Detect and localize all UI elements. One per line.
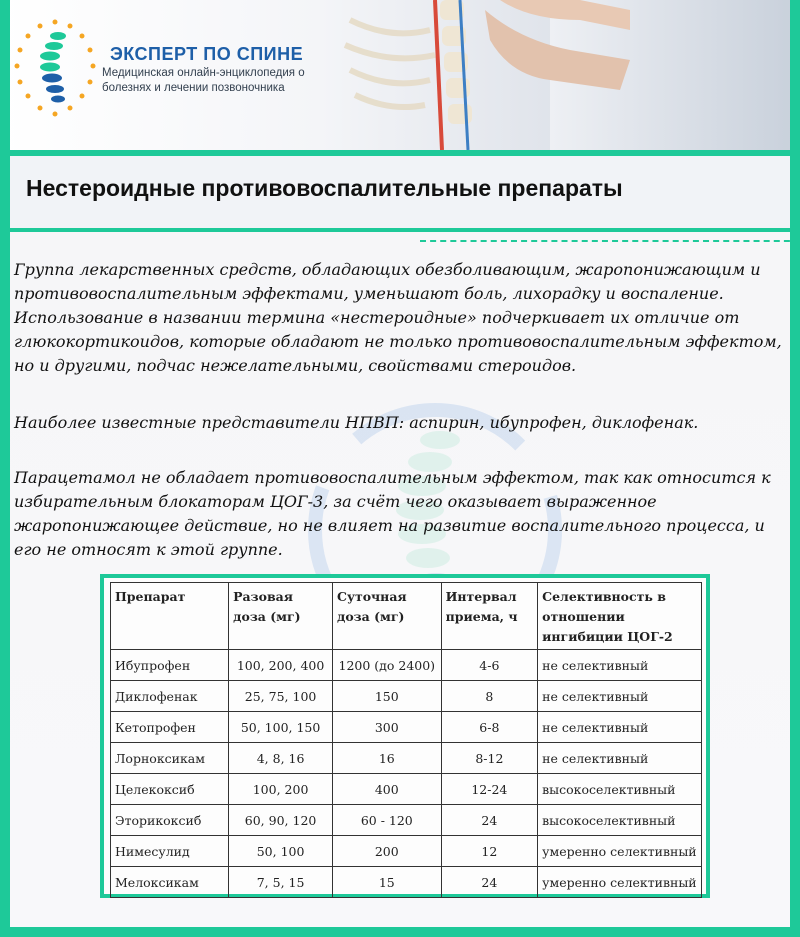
- doctor-spine-photo: [330, 0, 800, 150]
- header-single-dose: Разовая доза (мг): [229, 583, 333, 650]
- cell-daily-dose: 1200 (до 2400): [333, 650, 442, 681]
- header-selectivity: Селективность в отношении ингибиции ЦОГ-2: [538, 583, 702, 650]
- cell-selectivity: не селективный: [538, 743, 702, 774]
- cell-daily-dose: 15: [333, 867, 442, 898]
- drug-table-frame: [100, 574, 710, 898]
- cell-drug: Нимесулид: [111, 836, 229, 867]
- cell-interval: 12-24: [441, 774, 538, 805]
- table-row: [111, 681, 702, 712]
- cell-drug: Мелоксикам: [111, 867, 229, 898]
- cell-drug: Кетопрофен: [111, 712, 229, 743]
- header-interval: Интервал приема, ч: [441, 583, 538, 650]
- cell-selectivity: не селективный: [538, 650, 702, 681]
- cell-single-dose: 100, 200, 400: [229, 650, 333, 681]
- cell-daily-dose: 150: [333, 681, 442, 712]
- cell-daily-dose: 200: [333, 836, 442, 867]
- cell-single-dose: 50, 100, 150: [229, 712, 333, 743]
- logo-title: ЭКСПЕРТ ПО СПИНЕ: [110, 44, 304, 64]
- cell-daily-dose: 300: [333, 712, 442, 743]
- cell-drug: Целекоксиб: [111, 774, 229, 805]
- cell-interval: 24: [441, 805, 538, 836]
- cell-selectivity: не селективный: [538, 712, 702, 743]
- cell-drug: Диклофенак: [111, 681, 229, 712]
- cell-interval: 12: [441, 836, 538, 867]
- table-row: [111, 836, 702, 867]
- cell-single-dose: 60, 90, 120: [229, 805, 333, 836]
- cell-drug: Ибупрофен: [111, 650, 229, 681]
- header-daily-dose: Суточная доза (мг): [333, 583, 442, 650]
- table-row: [111, 867, 702, 898]
- cell-selectivity: высокоселективный: [538, 774, 702, 805]
- cell-single-dose: 7, 5, 15: [229, 867, 333, 898]
- drug-table: [110, 582, 702, 898]
- header-banner: [0, 0, 800, 150]
- cell-interval: 8: [441, 681, 538, 712]
- dashed-divider: [420, 240, 800, 242]
- page-title: Нестероидные противовоспалительные препараты: [26, 175, 623, 201]
- cell-interval: 6-8: [441, 712, 538, 743]
- cell-daily-dose: 16: [333, 743, 442, 774]
- header-drug: Препарат: [111, 583, 229, 650]
- spine-logo-icon: [10, 14, 100, 124]
- intro-paragraph: Группа лекарственных средств, обладающих обезболивающим, жаропонижающим и противовоспалительным эффектами, уменьшают боль, лихорадку и воспаление. Использование в названии термина «нестероидные» подчеркивает их отличие от глюкокортикоидов, которые обладают не только противовоспалительным эффектом, но и другими, подчас нежелательными, свойствами стероидов.: [14, 260, 782, 375]
- table-row: [111, 774, 702, 805]
- cell-daily-dose: 400: [333, 774, 442, 805]
- cell-drug: Лорноксикам: [111, 743, 229, 774]
- cell-drug: Эторикоксиб: [111, 805, 229, 836]
- cell-selectivity: не селективный: [538, 681, 702, 712]
- cell-daily-dose: 60 - 120: [333, 805, 442, 836]
- table-header-row: [111, 583, 702, 650]
- cell-selectivity: умеренно селективный: [538, 836, 702, 867]
- cell-interval: 8-12: [441, 743, 538, 774]
- paracetamol-paragraph: Парацетамол не обладает противовоспалительным эффектом, так как относится к избирательным блокаторам ЦОГ-3, за счёт чего оказывает выраженное жаропонижающее действие, но не влияет на развитие воспалительного процесса, и его не относят к этой группе.: [14, 468, 771, 559]
- cell-interval: 4-6: [441, 650, 538, 681]
- cell-interval: 24: [441, 867, 538, 898]
- cell-single-dose: 4, 8, 16: [229, 743, 333, 774]
- cell-single-dose: 50, 100: [229, 836, 333, 867]
- table-row: [111, 805, 702, 836]
- logo-subtitle: Медицинская онлайн-энциклопедия о болезнях и лечении позвоночника: [102, 67, 305, 94]
- cell-single-dose: 25, 75, 100: [229, 681, 333, 712]
- cell-selectivity: умеренно селективный: [538, 867, 702, 898]
- table-row: [111, 650, 702, 681]
- representatives-paragraph: Наиболее известные представители НПВП: аспирин, ибупрофен, диклофенак.: [14, 413, 699, 432]
- table-row: [111, 712, 702, 743]
- table-row: [111, 743, 702, 774]
- cell-selectivity: высокоселективный: [538, 805, 702, 836]
- cell-single-dose: 100, 200: [229, 774, 333, 805]
